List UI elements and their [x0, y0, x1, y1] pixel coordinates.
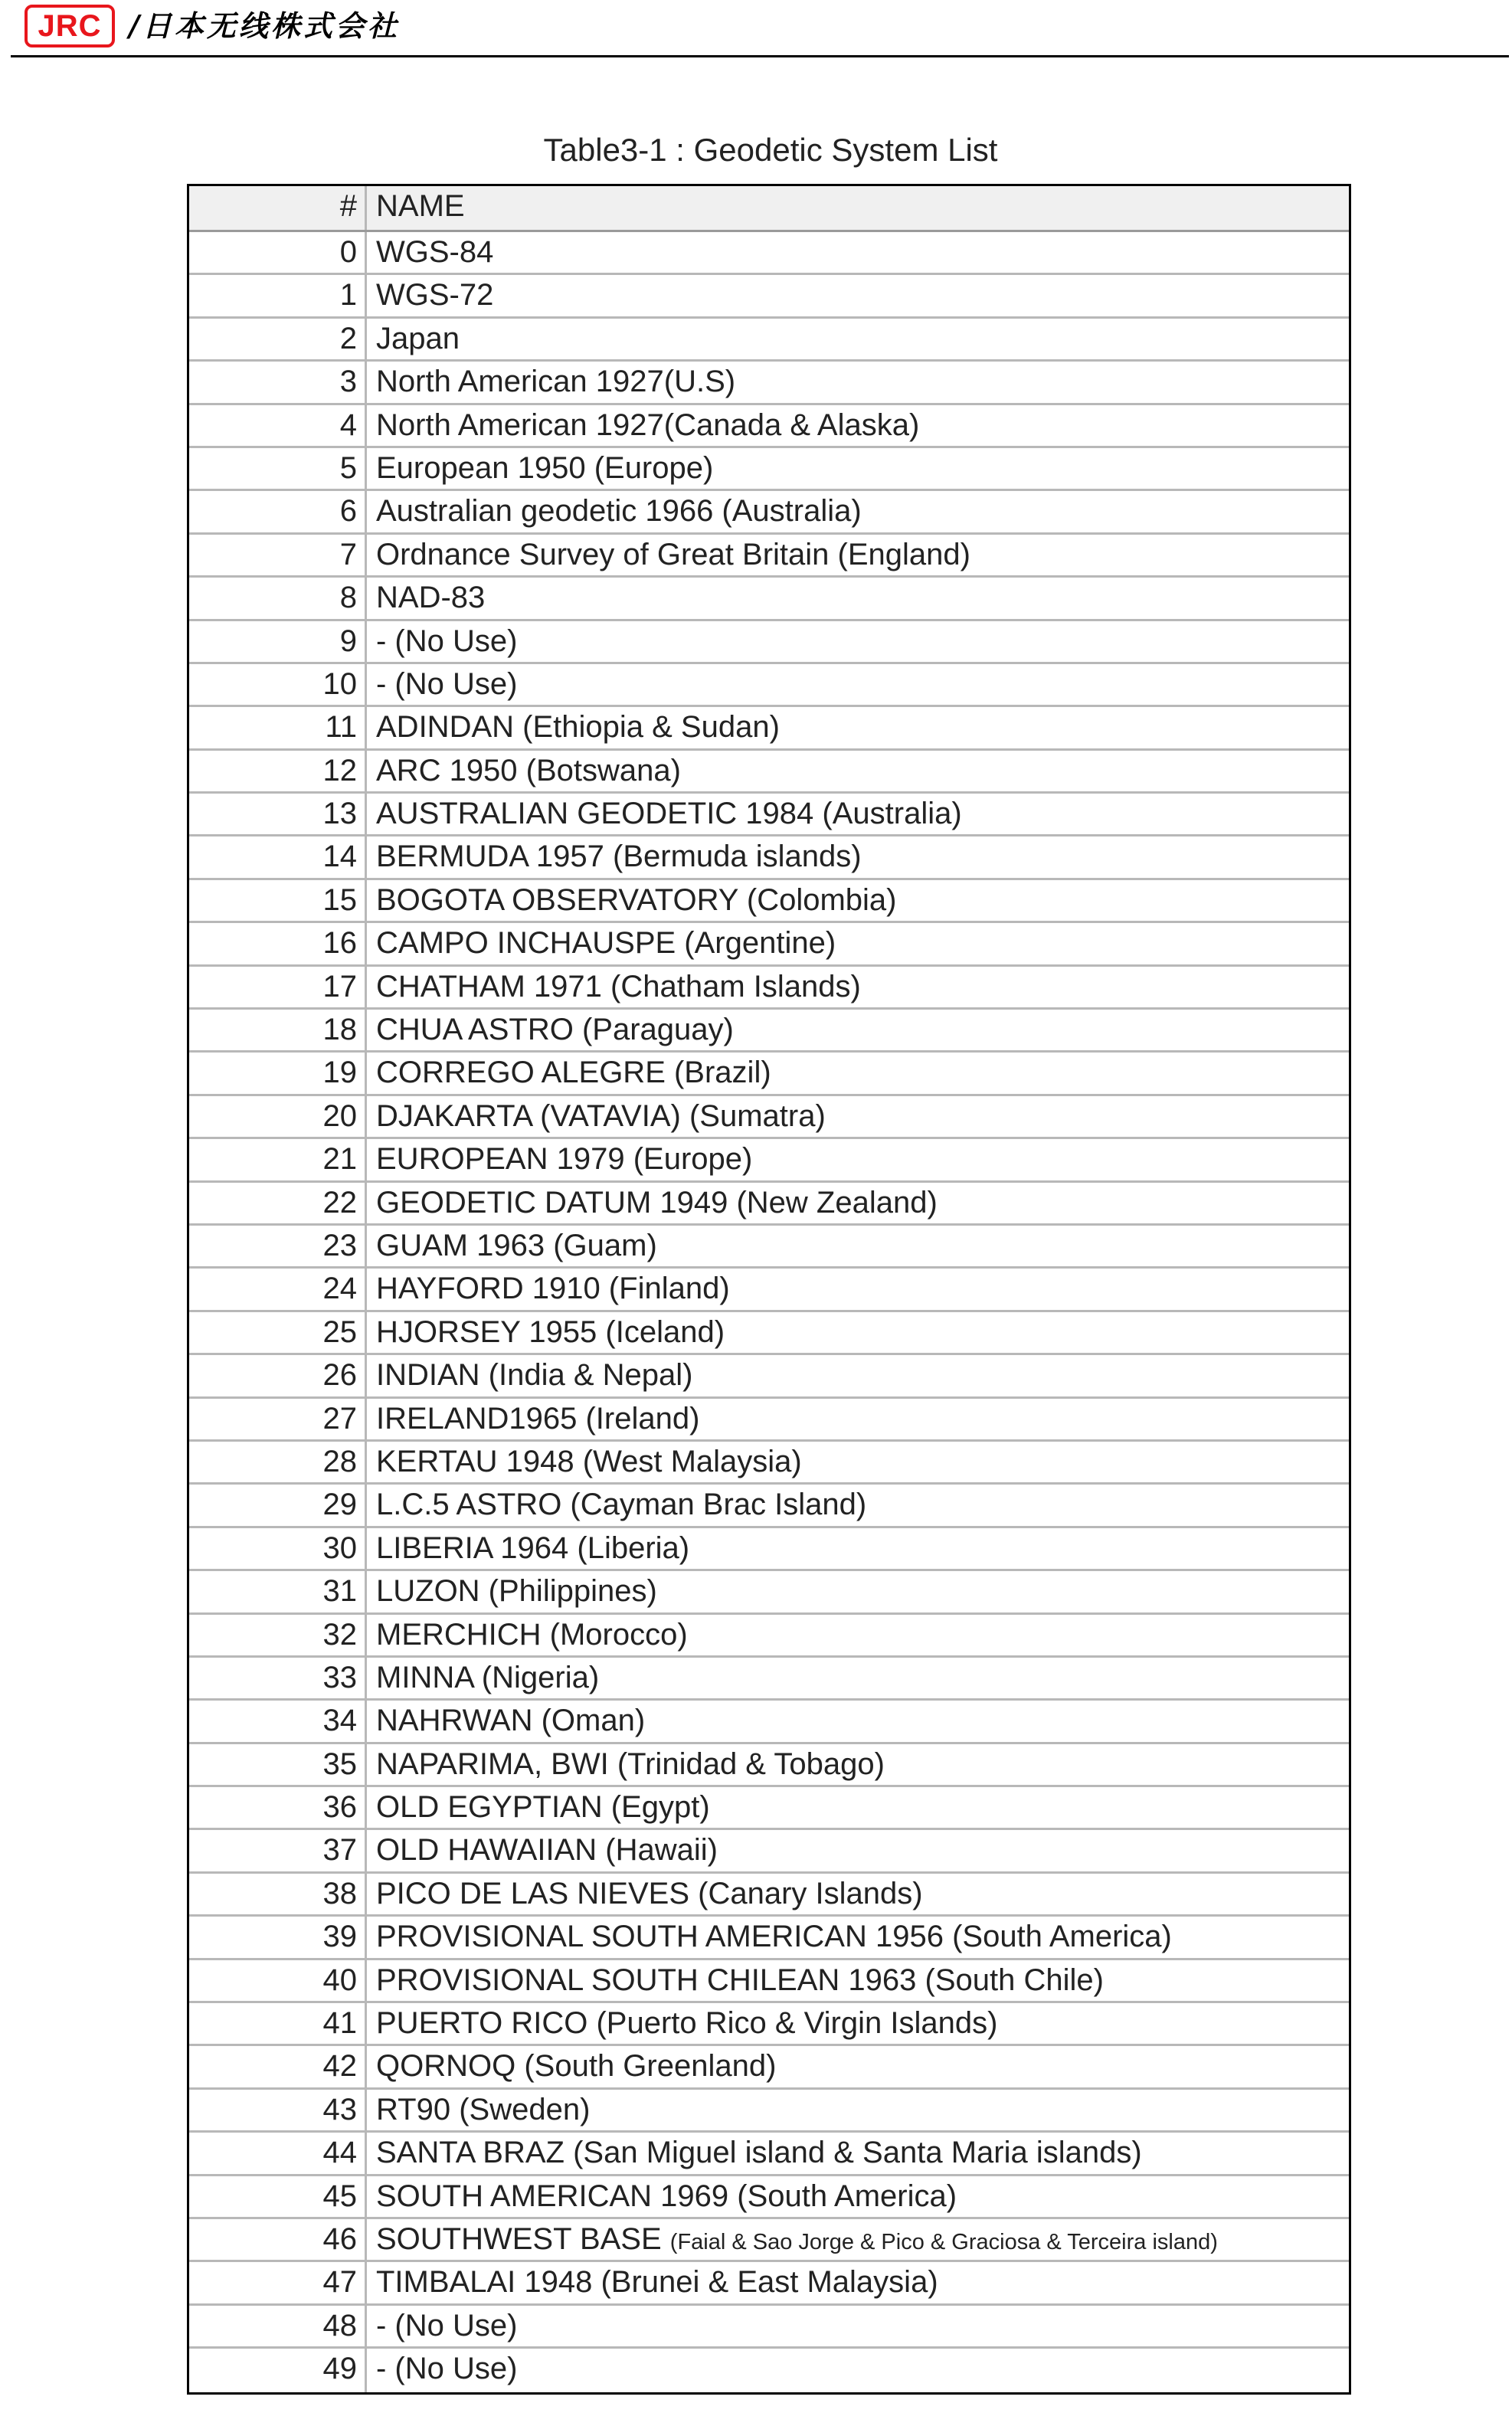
geodetic-system-table — [187, 184, 1351, 2395]
row-name-text: SOUTHWEST BASE — [376, 2221, 662, 2256]
row-name-text: CHUA ASTRO (Paraguay) — [376, 1013, 734, 1047]
row-number: 42 — [189, 2046, 367, 2087]
row-name-text: PROVISIONAL SOUTH AMERICAN 1956 (South America) — [376, 1920, 1172, 1954]
row-number: 32 — [189, 1615, 367, 1655]
row-name — [367, 1226, 1349, 1266]
row-name-text: - (No Use) — [376, 666, 518, 701]
row-number: 4 — [189, 405, 367, 446]
row-name — [367, 967, 1349, 1007]
row-number: 47 — [189, 2262, 367, 2303]
table-row — [189, 1701, 1349, 1743]
row-name-text: ADINDAN (Ethiopia & Sudan) — [376, 710, 780, 745]
table-row — [189, 880, 1349, 923]
table-row — [189, 836, 1349, 879]
row-name-text: CORREGO ALEGRE (Brazil) — [376, 1056, 771, 1090]
table-row — [189, 1355, 1349, 1398]
row-name — [367, 1485, 1349, 1525]
row-name-text: SANTA BRAZ (San Miguel island & Santa Maria islands) — [376, 2136, 1142, 2170]
row-name — [367, 1442, 1349, 1482]
row-name — [367, 491, 1349, 532]
row-name-text: - (No Use) — [376, 624, 518, 658]
row-number: 31 — [189, 1571, 367, 1612]
table-row — [189, 2306, 1349, 2349]
row-name — [367, 1701, 1349, 1741]
table-row — [189, 2133, 1349, 2176]
row-number: 23 — [189, 1226, 367, 1266]
table-row — [189, 275, 1349, 318]
table-row — [189, 2349, 1349, 2392]
row-name-text: TIMBALAI 1948 (Brunei & East Malaysia) — [376, 2265, 938, 2300]
row-name — [367, 535, 1349, 575]
row-name-text: AUSTRALIAN GEODETIC 1984 (Australia) — [376, 797, 962, 831]
row-number: 20 — [189, 1096, 367, 1137]
row-name — [367, 2046, 1349, 2087]
row-name — [367, 578, 1349, 618]
row-name-text: PROVISIONAL SOUTH CHILEAN 1963 (South Chile) — [376, 1963, 1104, 1997]
table-row — [189, 491, 1349, 534]
row-number: 5 — [189, 448, 367, 489]
table-row — [189, 2003, 1349, 2046]
row-name — [367, 1658, 1349, 1698]
row-name-text: BERMUDA 1957 (Bermuda islands) — [376, 840, 862, 874]
table-row — [189, 2176, 1349, 2219]
row-name — [367, 836, 1349, 877]
row-name — [367, 1312, 1349, 1353]
table-row — [189, 1571, 1349, 1614]
table-row — [189, 1615, 1349, 1658]
table-row — [189, 967, 1349, 1010]
row-name-text: Australian geodetic 1966 (Australia) — [376, 494, 862, 529]
table-row — [189, 578, 1349, 620]
row-name — [367, 1010, 1349, 1050]
row-name-text: LUZON (Philippines) — [376, 1574, 657, 1609]
row-number: 19 — [189, 1053, 367, 1093]
row-number: 7 — [189, 535, 367, 575]
table-row — [189, 448, 1349, 491]
table-row — [189, 1269, 1349, 1311]
row-name — [367, 2176, 1349, 2217]
row-name — [367, 621, 1349, 662]
row-name-text: PUERTO RICO (Puerto Rico & Virgin Islands) — [376, 2006, 998, 2041]
company-name: /日本无线株式会社 — [129, 8, 400, 43]
table-row — [189, 535, 1349, 578]
row-name — [367, 1744, 1349, 1785]
row-number: 35 — [189, 1744, 367, 1785]
row-number: 2 — [189, 319, 367, 359]
row-number: 43 — [189, 2090, 367, 2130]
row-name-text: OLD EGYPTIAN (Egypt) — [376, 1790, 710, 1825]
row-name-text: GUAM 1963 (Guam) — [376, 1228, 657, 1262]
row-name — [367, 1787, 1349, 1828]
row-name — [367, 2349, 1349, 2392]
column-header-name: NAME — [376, 189, 465, 223]
row-number: 16 — [189, 923, 367, 964]
row-name — [367, 2262, 1349, 2303]
row-number: 28 — [189, 1442, 367, 1482]
table-row — [189, 1399, 1349, 1442]
row-name-text: MINNA (Nigeria) — [376, 1660, 600, 1694]
table-row — [189, 707, 1349, 750]
row-name — [367, 448, 1349, 489]
table-row — [189, 1874, 1349, 1917]
table-row — [189, 2046, 1349, 2089]
row-number: 27 — [189, 1399, 367, 1439]
row-number: 26 — [189, 1355, 367, 1396]
row-number: 44 — [189, 2133, 367, 2173]
table-row — [189, 1312, 1349, 1355]
row-number: 30 — [189, 1528, 367, 1569]
row-name-text: IRELAND1965 (Ireland) — [376, 1401, 700, 1436]
row-number: 0 — [189, 232, 367, 273]
row-number: 41 — [189, 2003, 367, 2044]
row-name — [367, 2090, 1349, 2130]
table-row — [189, 1830, 1349, 1873]
row-number: 22 — [189, 1183, 367, 1223]
table-caption: Table3-1 : Geodetic System List — [543, 132, 998, 168]
row-number: 1 — [189, 275, 367, 316]
row-name — [367, 794, 1349, 834]
row-number: 11 — [189, 707, 367, 748]
table-row — [189, 1096, 1349, 1139]
logo-text: JRC — [38, 9, 102, 43]
row-name — [367, 1917, 1349, 1957]
row-name-text: EUROPEAN 1979 (Europe) — [376, 1142, 753, 1177]
table-row — [189, 1658, 1349, 1701]
row-name — [367, 2219, 1349, 2260]
row-name — [367, 232, 1349, 273]
row-name — [367, 2306, 1349, 2346]
row-name-text: RT90 (Sweden) — [376, 2092, 591, 2126]
row-number: 21 — [189, 1139, 367, 1180]
row-number: 13 — [189, 794, 367, 834]
row-name — [367, 1183, 1349, 1223]
header-divider — [11, 55, 1509, 57]
table-row — [189, 362, 1349, 404]
page-header — [0, 0, 1512, 58]
row-number: 49 — [189, 2349, 367, 2392]
row-name-text: INDIAN (India & Nepal) — [376, 1358, 693, 1393]
table-row — [189, 405, 1349, 448]
row-number: 37 — [189, 1830, 367, 1871]
row-name-text: KERTAU 1948 (West Malaysia) — [376, 1444, 802, 1478]
row-name-text: ARC 1950 (Botswana) — [376, 753, 681, 787]
table-row — [189, 2219, 1349, 2262]
row-name-text: MERCHICH (Morocco) — [376, 1617, 688, 1652]
row-name — [367, 923, 1349, 964]
row-name — [367, 1528, 1349, 1569]
row-name — [367, 275, 1349, 316]
row-name-text: Japan — [376, 321, 460, 355]
row-name-text: European 1950 (Europe) — [376, 450, 714, 485]
row-name-text: L.C.5 ASTRO (Cayman Brac Island) — [376, 1488, 867, 1522]
table-row — [189, 2262, 1349, 2305]
row-name-text: CAMPO INCHAUSPE (Argentine) — [376, 926, 836, 961]
jrc-logo — [25, 5, 115, 47]
table-row — [189, 1744, 1349, 1787]
row-name-text: WGS-84 — [376, 235, 494, 269]
row-name — [367, 880, 1349, 921]
row-number: 39 — [189, 1917, 367, 1957]
row-number: 18 — [189, 1010, 367, 1050]
row-number: 34 — [189, 1701, 367, 1741]
row-name-text: CHATHAM 1971 (Chatham Islands) — [376, 969, 861, 1003]
table-row — [189, 319, 1349, 362]
table-row — [189, 1442, 1349, 1485]
row-name-text: LIBERIA 1964 (Liberia) — [376, 1531, 690, 1565]
row-number: 45 — [189, 2176, 367, 2217]
row-name — [367, 1960, 1349, 2001]
row-number: 17 — [189, 967, 367, 1007]
row-name — [367, 2133, 1349, 2173]
row-name-text: North American 1927(U.S) — [376, 365, 736, 399]
column-header-number: # — [189, 186, 367, 230]
table-row — [189, 1960, 1349, 2003]
row-number: 48 — [189, 2306, 367, 2346]
row-number: 12 — [189, 751, 367, 791]
table-row — [189, 1183, 1349, 1226]
row-name — [367, 707, 1349, 748]
row-name-text: BOGOTA OBSERVATORY (Colombia) — [376, 882, 897, 917]
row-number: 9 — [189, 621, 367, 662]
table-row — [189, 2090, 1349, 2133]
table-row — [189, 923, 1349, 966]
row-name — [367, 405, 1349, 446]
row-number: 25 — [189, 1312, 367, 1353]
row-name-note: (Faial & Sao Jorge & Pico & Graciosa & Terceira island) — [669, 2229, 1218, 2254]
table-header-row — [189, 186, 1349, 232]
row-name — [367, 1139, 1349, 1180]
table-row — [189, 621, 1349, 664]
table-row — [189, 794, 1349, 836]
row-number: 33 — [189, 1658, 367, 1698]
row-number: 10 — [189, 664, 367, 705]
row-name — [367, 319, 1349, 359]
row-name-text: WGS-72 — [376, 278, 494, 313]
table-row — [189, 1787, 1349, 1830]
row-number: 36 — [189, 1787, 367, 1828]
row-name — [367, 1096, 1349, 1137]
row-name-text: NAPARIMA, BWI (Trinidad & Tobago) — [376, 1747, 885, 1781]
table-row — [189, 1010, 1349, 1053]
row-name-text: DJAKARTA (VATAVIA) (Sumatra) — [376, 1098, 826, 1133]
row-name — [367, 1571, 1349, 1612]
row-number: 6 — [189, 491, 367, 532]
row-name-text: - (No Use) — [376, 2308, 518, 2343]
row-number: 14 — [189, 836, 367, 877]
row-name — [367, 1615, 1349, 1655]
table-row — [189, 232, 1349, 275]
row-name-text: GEODETIC DATUM 1949 (New Zealand) — [376, 1185, 938, 1220]
table-row — [189, 1053, 1349, 1095]
row-number: 3 — [189, 362, 367, 402]
row-name — [367, 362, 1349, 402]
row-number: 15 — [189, 880, 367, 921]
table-row — [189, 751, 1349, 794]
row-name — [367, 751, 1349, 791]
row-name — [367, 664, 1349, 705]
row-name — [367, 1053, 1349, 1093]
row-name-text: SOUTH AMERICAN 1969 (South America) — [376, 2179, 957, 2213]
table-row — [189, 1528, 1349, 1571]
row-name-text: NAHRWAN (Oman) — [376, 1704, 646, 1738]
row-name-text: QORNOQ (South Greenland) — [376, 2049, 777, 2084]
row-name — [367, 1874, 1349, 1914]
row-number: 8 — [189, 578, 367, 618]
row-name-text: HAYFORD 1910 (Finland) — [376, 1272, 730, 1306]
row-name-text: OLD HAWAIIAN (Hawaii) — [376, 1833, 718, 1868]
table-row — [189, 1917, 1349, 1959]
row-name-text: HJORSEY 1955 (Iceland) — [376, 1314, 725, 1349]
row-name — [367, 1269, 1349, 1309]
table-row — [189, 1485, 1349, 1527]
row-name-text: North American 1927(Canada & Alaska) — [376, 408, 920, 442]
row-name-text: Ordnance Survey of Great Britain (England) — [376, 537, 970, 571]
row-number: 38 — [189, 1874, 367, 1914]
row-name — [367, 2003, 1349, 2044]
row-name-text: NAD-83 — [376, 581, 486, 615]
row-name — [367, 1399, 1349, 1439]
row-name — [367, 1355, 1349, 1396]
row-number: 29 — [189, 1485, 367, 1525]
row-number: 40 — [189, 1960, 367, 2001]
table-row — [189, 1226, 1349, 1269]
row-number: 46 — [189, 2219, 367, 2260]
row-name-text: - (No Use) — [376, 2352, 518, 2386]
row-name-text: PICO DE LAS NIEVES (Canary Islands) — [376, 1876, 923, 1910]
row-name — [367, 1830, 1349, 1871]
row-number: 24 — [189, 1269, 367, 1309]
table-row — [189, 1139, 1349, 1182]
table-row — [189, 664, 1349, 707]
